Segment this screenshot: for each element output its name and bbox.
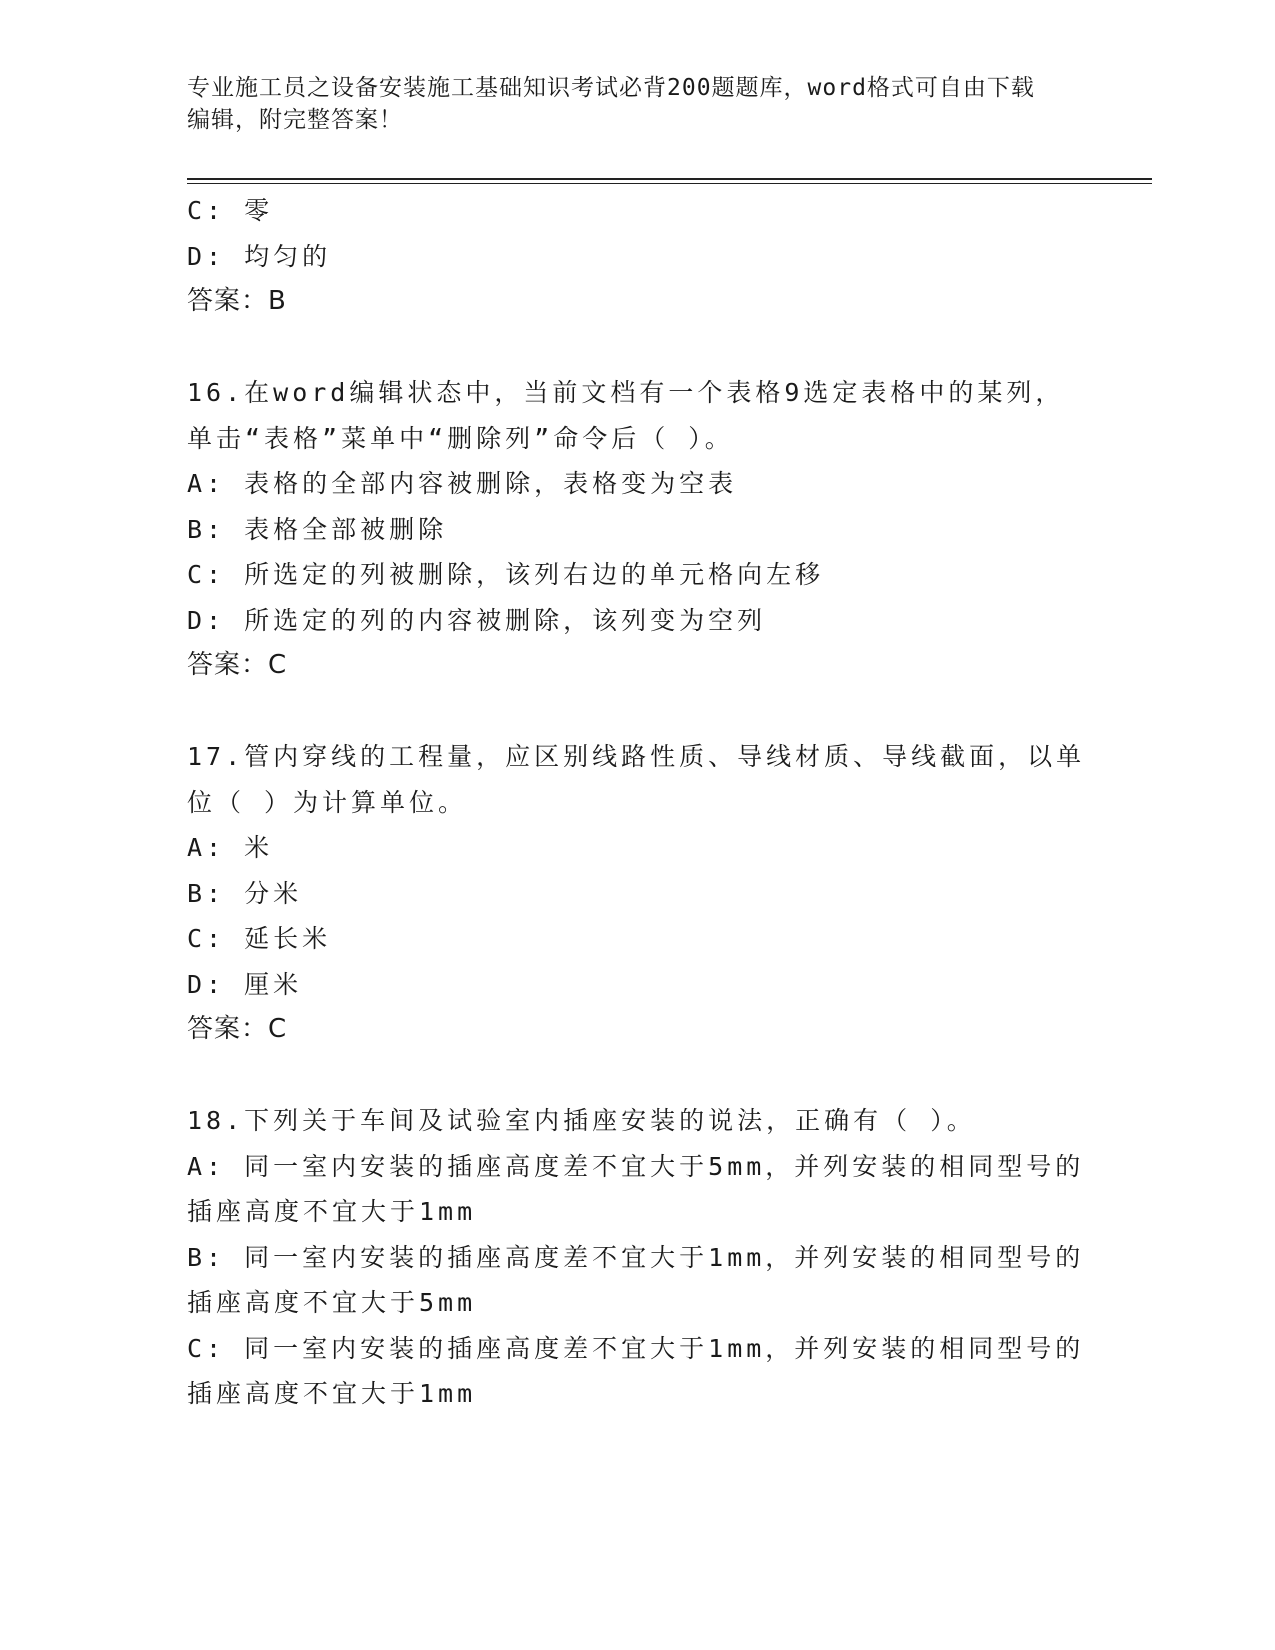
option-d: D: 所选定的列的内容被删除，该列变为空列 [187, 605, 767, 635]
option-a-line-1: A: 同一室内安装的插座高度差不宜大于5mm，并列安装的相同型号的 [187, 1151, 1085, 1181]
answer-line: 答案：B [187, 286, 287, 316]
option-c: C: 延长米 [187, 924, 332, 953]
option-c: C: 零 [187, 196, 274, 225]
option-a: A: 米 [187, 833, 274, 862]
option-b-line-1: B: 同一室内安装的插座高度差不宜大于1mm，并列安装的相同型号的 [187, 1242, 1085, 1272]
question-stem-line-1: 16.在word编辑状态中，当前文档有一个表格9选定表格中的某列， [187, 378, 1065, 407]
document-header [187, 72, 1067, 136]
option-a-line-2: 插座高度不宜大于1mm [187, 1197, 477, 1226]
spacer [187, 1053, 1067, 1099]
option-c-line-2: 插座高度不宜大于1mm [187, 1379, 477, 1408]
question-17 [187, 734, 1086, 1053]
document-body [187, 188, 1086, 1417]
spacer [187, 689, 1067, 735]
question-18 [187, 1098, 1085, 1417]
header-divider-thin [187, 183, 1152, 184]
question-stem-line-2: 单击“表格”菜单中“删除列”命令后（ ）。 [187, 423, 734, 453]
question-stem-line-1: 18.下列关于车间及试验室内插座安装的说法，正确有（ ）。 [187, 1106, 976, 1135]
question-16 [187, 370, 1067, 689]
header-divider-thick [187, 178, 1152, 180]
option-b-line-2: 插座高度不宜大于5mm [187, 1288, 477, 1317]
question-stem-line-2: 位（ ）为计算单位。 [187, 787, 468, 817]
option-c: C: 所选定的列被删除，该列右边的单元格向左移 [187, 560, 825, 589]
header-title-line-2: 编辑，附完整答案！ [187, 107, 403, 133]
answer-line: 答案：C [187, 1014, 288, 1044]
question-stem-line-1: 17.管内穿线的工程量，应区别线路性质、导线材质、导线截面，以单 [187, 742, 1086, 771]
option-d: D: 均匀的 [187, 241, 332, 271]
option-b: B: 表格全部被删除 [187, 514, 448, 544]
question-15-tail [187, 188, 1067, 325]
option-d: D: 厘米 [187, 969, 303, 999]
option-a: A: 表格的全部内容被删除，表格变为空表 [187, 469, 738, 498]
option-c-line-1: C: 同一室内安装的插座高度差不宜大于1mm，并列安装的相同型号的 [187, 1333, 1085, 1363]
header-title-line-1: 专业施工员之设备安装施工基础知识考试必背200题题库，word格式可自由下载 [187, 75, 1035, 101]
spacer [187, 325, 1067, 371]
answer-line: 答案：C [187, 650, 288, 680]
option-b: B: 分米 [187, 878, 303, 908]
